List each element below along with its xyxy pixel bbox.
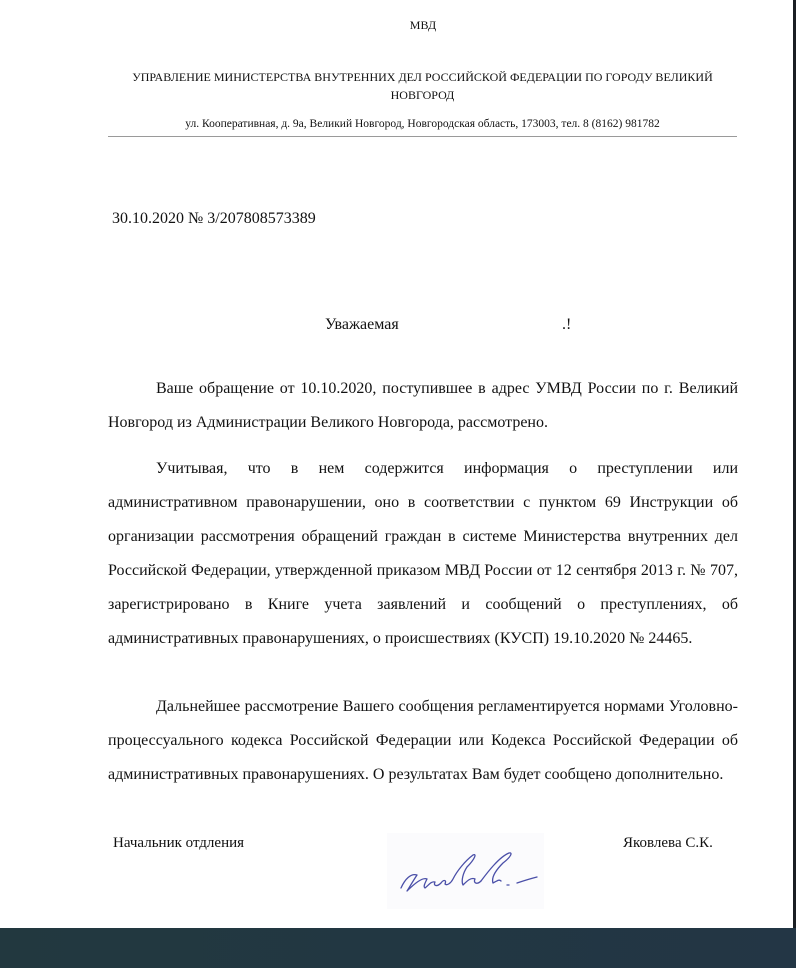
signature-icon	[387, 833, 544, 909]
greeting-salutation: Уважаемая	[325, 316, 399, 333]
viewer-background	[0, 928, 796, 968]
paragraph-2: Учитывая, что в нем содержится информация о преступлении или административном правонарушении, оно в соответствии с пунктом 69 Инструкции об организации рассмотрения обращений граждан в системе Министерства внутренних дел Российской Федерации, утвержденной приказом МВД России от 12 сентября 2013 г. № 707, зарегистрировано в Книге учета заявлений и сообщений о преступлениях, об административных правонарушениях, о происшествиях (КУСП) 19.10.2020 № 24465.	[108, 460, 738, 647]
signer-name: Яковлева С.К.	[623, 835, 713, 851]
handwritten-signature	[387, 833, 544, 909]
greeting-ending: .!	[562, 316, 572, 333]
org-address: ул. Кооперативная, д. 9а, Великий Новгород, Новгородская область, 173003, тел. 8 (8162) 981782	[185, 118, 660, 130]
paragraph-1: Ваше обращение от 10.10.2020, поступившее в адрес УМВД России по г. Великий Новгород из Администрации Великого Новгорода, рассмотрено.	[108, 380, 738, 431]
signer-title: Начальник отдления	[113, 835, 245, 851]
letterhead-divider	[108, 136, 737, 137]
paragraph-3: Дальнейшее рассмотрение Вашего сообщения регламентируется нормами Уголовно-процессуального кодекса Российской Федерации или Кодекса Российской Федерации об административных правонарушениях. О результатах Вам будет сообщено дополнительно.	[108, 698, 738, 783]
registration-number: 30.10.2020 № 3/207808573389	[112, 210, 316, 227]
org-full-name: УПРАВЛЕНИЕ МИНИСТЕРСТВА ВНУТРЕННИХ ДЕЛ РОССИЙСКОЙ ФЕДЕРАЦИИ ПО ГОРОДУ ВЕЛИКИЙ НОВГОРОД	[132, 70, 713, 102]
org-short-name: МВД	[409, 18, 437, 32]
